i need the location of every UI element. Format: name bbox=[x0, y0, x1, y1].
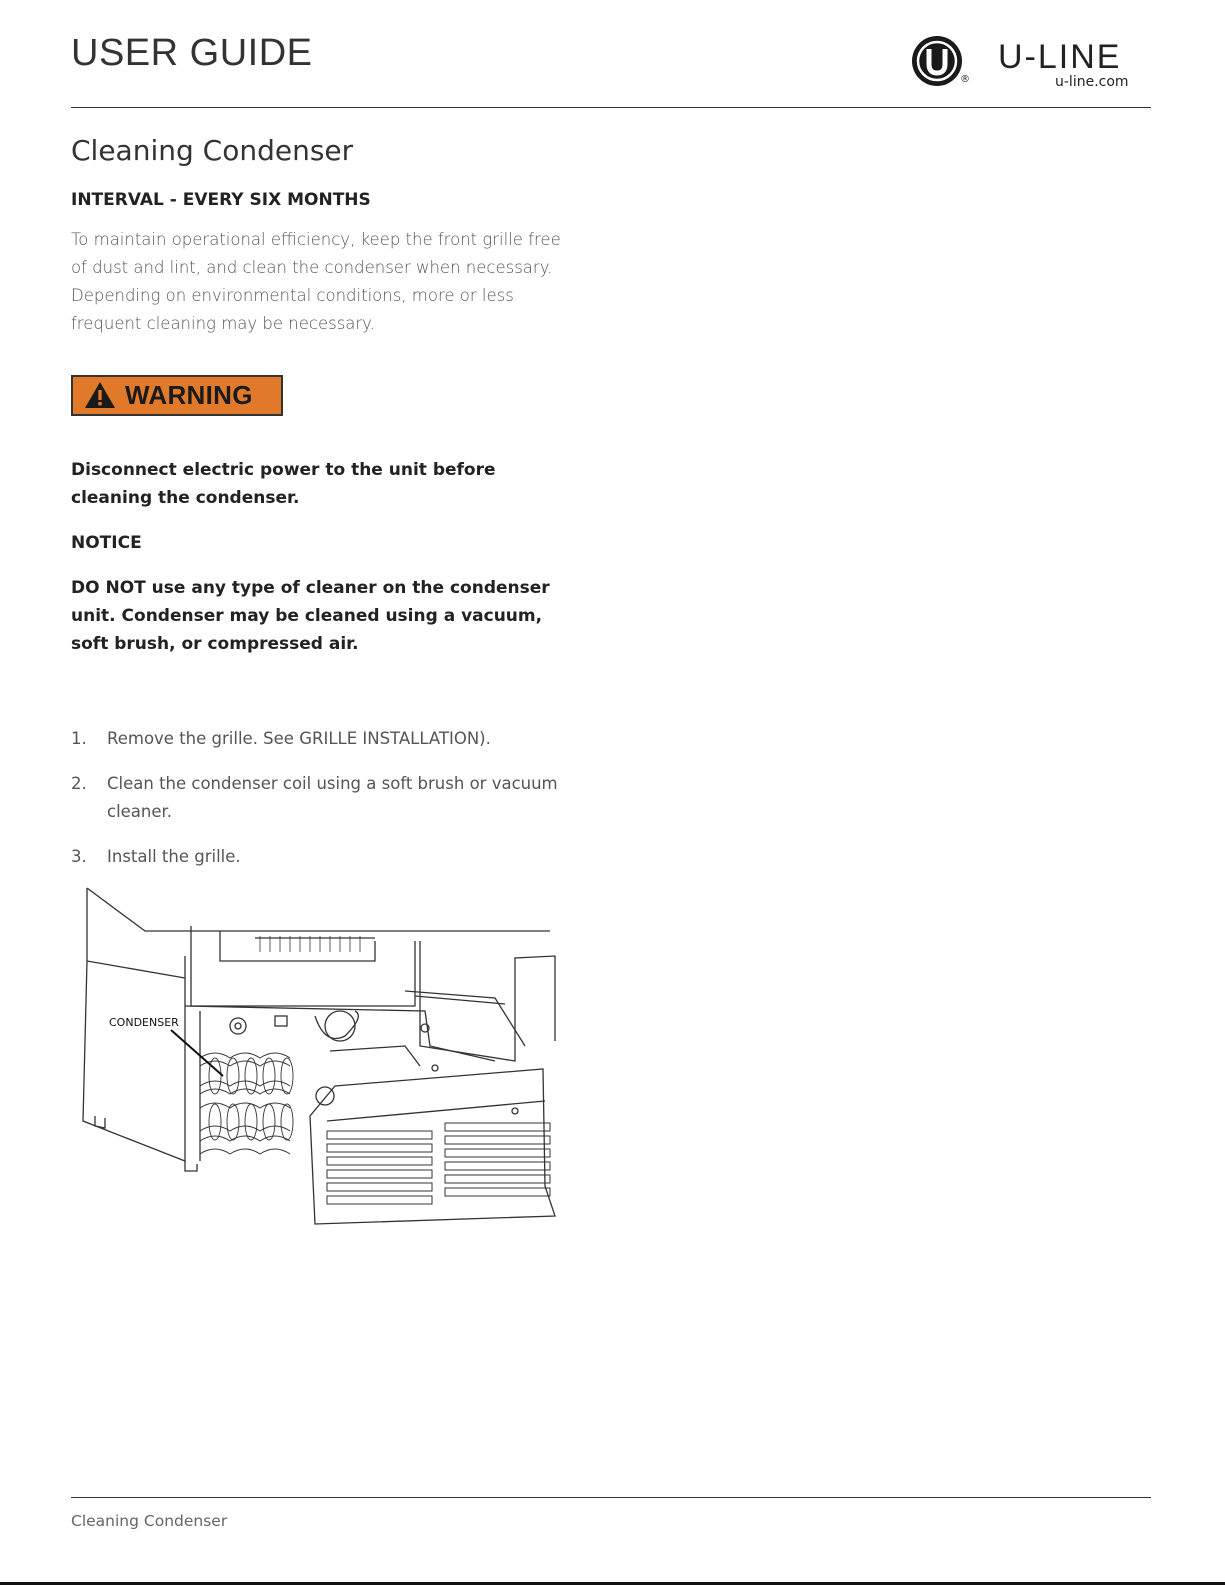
warning-label-box bbox=[71, 375, 283, 416]
step-number: 2. bbox=[71, 773, 87, 793]
warning-triangle-icon bbox=[83, 380, 117, 410]
warning-label: WARNING bbox=[125, 379, 253, 410]
notice-heading: NOTICE bbox=[71, 532, 142, 553]
list-item bbox=[71, 843, 571, 871]
step-number: 1. bbox=[71, 728, 87, 748]
interval-heading: INTERVAL - EVERY SIX MONTHS bbox=[71, 189, 371, 210]
step-text: Remove the grille. See GRILLE INSTALLATION). bbox=[107, 728, 491, 748]
footer-section-label: Cleaning Condenser bbox=[71, 1512, 228, 1530]
brand-wordmark: U-LINE bbox=[998, 38, 1122, 76]
header-divider bbox=[71, 107, 1151, 108]
footer-divider bbox=[71, 1497, 1151, 1498]
condenser-illustration bbox=[75, 886, 565, 1231]
list-item bbox=[71, 725, 571, 753]
steps-list bbox=[71, 725, 571, 871]
brand-logo bbox=[910, 34, 1150, 94]
step-text: Clean the condenser coil using a soft brush or vacuum cleaner. bbox=[107, 773, 558, 821]
intro-paragraph: To maintain operational efficiency, keep the front grille free of dust and lint, and clean the condenser when necessary. Depending on environmental conditions, more or less frequent cleaning may be necessary. bbox=[71, 229, 561, 333]
condenser-callout-label: CONDENSER bbox=[109, 1016, 179, 1029]
document-title: USER GUIDE bbox=[71, 32, 313, 74]
section-title: Cleaning Condenser bbox=[71, 134, 354, 167]
u-line-mark-icon bbox=[910, 34, 966, 90]
main-content bbox=[71, 134, 571, 888]
step-number: 3. bbox=[71, 846, 87, 866]
registered-mark: ® bbox=[960, 74, 970, 85]
notice-text: DO NOT use any type of cleaner on the condenser unit. Condenser may be cleaned using a vacuum, soft brush, or compressed air. bbox=[71, 577, 550, 654]
step-text: Install the grille. bbox=[107, 846, 241, 866]
brand-url: u-line.com bbox=[1055, 74, 1129, 90]
warning-text: Disconnect electric power to the unit before cleaning the condenser. bbox=[71, 459, 496, 508]
list-item bbox=[71, 770, 571, 826]
